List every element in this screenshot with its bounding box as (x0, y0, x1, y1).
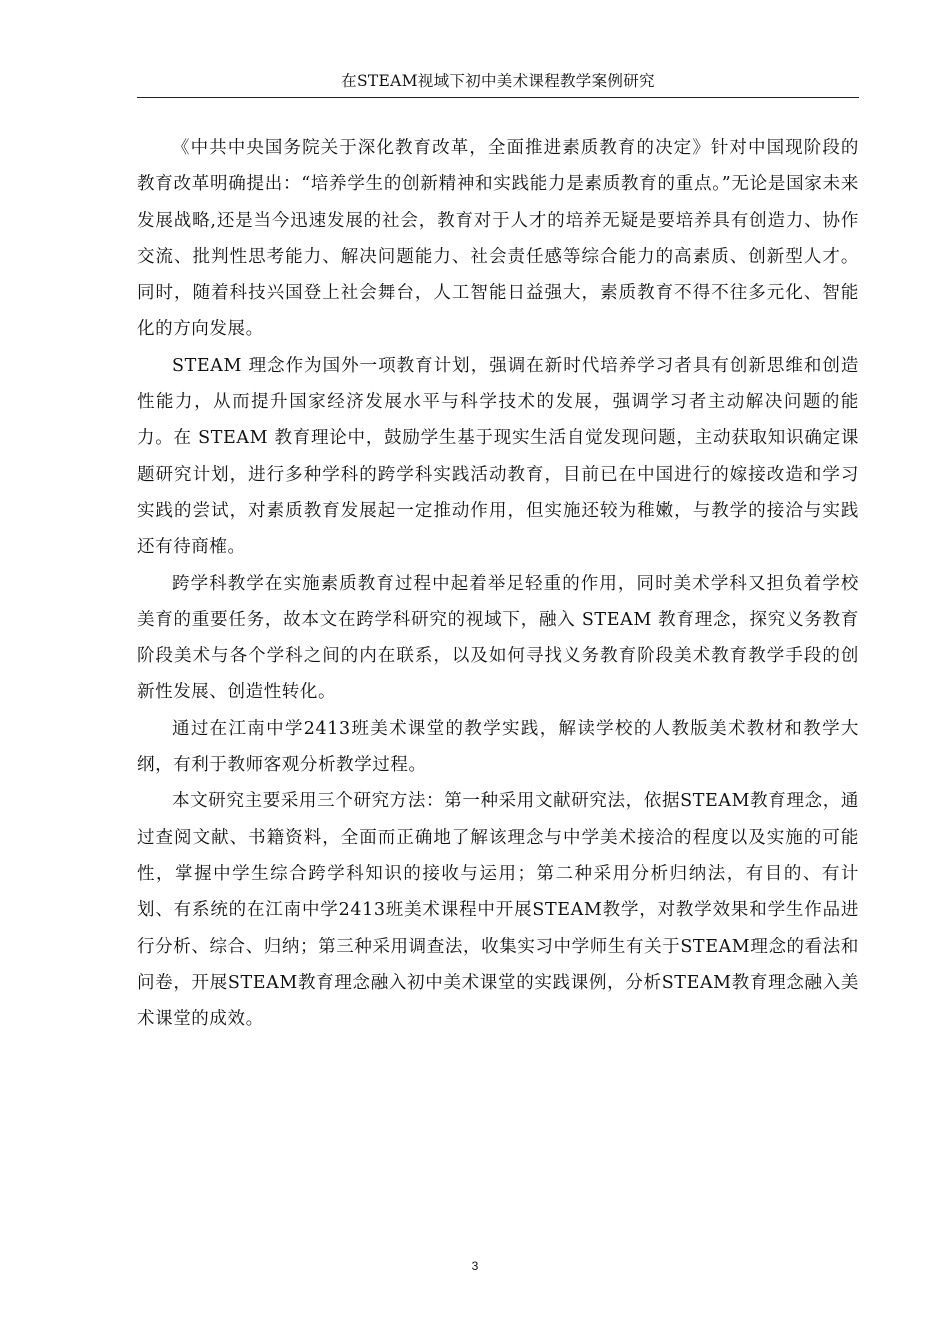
page-number: 3 (471, 1259, 479, 1273)
paragraph-3: 跨学科教学在实施素质教育过程中起着举足轻重的作用，同时美术学科又担负着学校美育的重要任务，故本文在跨学科研究的视域下，融入 STEAM 教育理念，探究义务教育阶段美术与各个学科之间的内在联系，以及如何寻找义务教育阶段美术教育教学手段的创新性发展、创造性转化。 (137, 573, 859, 703)
running-header-title: 在STEAM视域下初中美术课程教学案例研究 (341, 72, 655, 90)
paragraph-2: STEAM 理念作为国外一项教育计划，强调在新时代培养学习者具有创新思维和创造性能力，从而提升国家经济发展水平与科学技术的发展，强调学习者主动解决问题的能力。在 STEAM 教育理论中，鼓励学生基于现实生活自觉发现问题，主动获取知识确定课题研究计划，进行多种学科的跨学科实践活动教育，目前已在中国进行的嫁接改造和学习实践的尝试，对素质教育发展起一定推动作用，但实施还较为稚嫩，与教学的接洽与实践还有待商榷。 (137, 355, 859, 558)
paragraph-4: 通过在江南中学2413班美术课堂的教学实践，解读学校的人教版美术教材和教学大纲，有利于教师客观分析教学过程。 (137, 718, 859, 776)
body-text (137, 130, 859, 1037)
running-header (137, 70, 859, 98)
paragraph-1: 《中共中央国务院关于深化教育改革，全面推进素质教育的决定》针对中国现阶段的教育改革明确提出：“培养学生的创新精神和实践能力是素质教育的重点。”无论是国家未来发展战略,还是当今迅速发展的社会，教育对于人才的培养无疑是要培养具有创造力、协作交流、批判性思考能力、解决问题能力、社会责任感等综合能力的高素质、创新型人才。同时，随着科技兴国登上社会舞台，人工智能日益强大，素质教育不得不往多元化、智能化的方向发展。 (137, 138, 859, 340)
paragraph-5: 本文研究主要采用三个研究方法：第一种采用文献研究法，依据STEAM教育理念，通过查阅文献、书籍资料，全面而正确地了解该理念与中学美术接洽的程度以及实施的可能性，掌握中学生综合跨学科知识的接收与运用；第二种采用分析归纳法，有目的、有计划、有系统的在江南中学2413班美术课程中开展STEAM教学，对教学效果和学生作品进行分析、综合、归纳；第三种采用调查法，收集实习中学师生有关于STEAM理念的看法和问卷，开展STEAM教育理念融入初中美术课堂的实践课例，分析STEAM教育理念融入美术课堂的成效。 (137, 791, 859, 1030)
